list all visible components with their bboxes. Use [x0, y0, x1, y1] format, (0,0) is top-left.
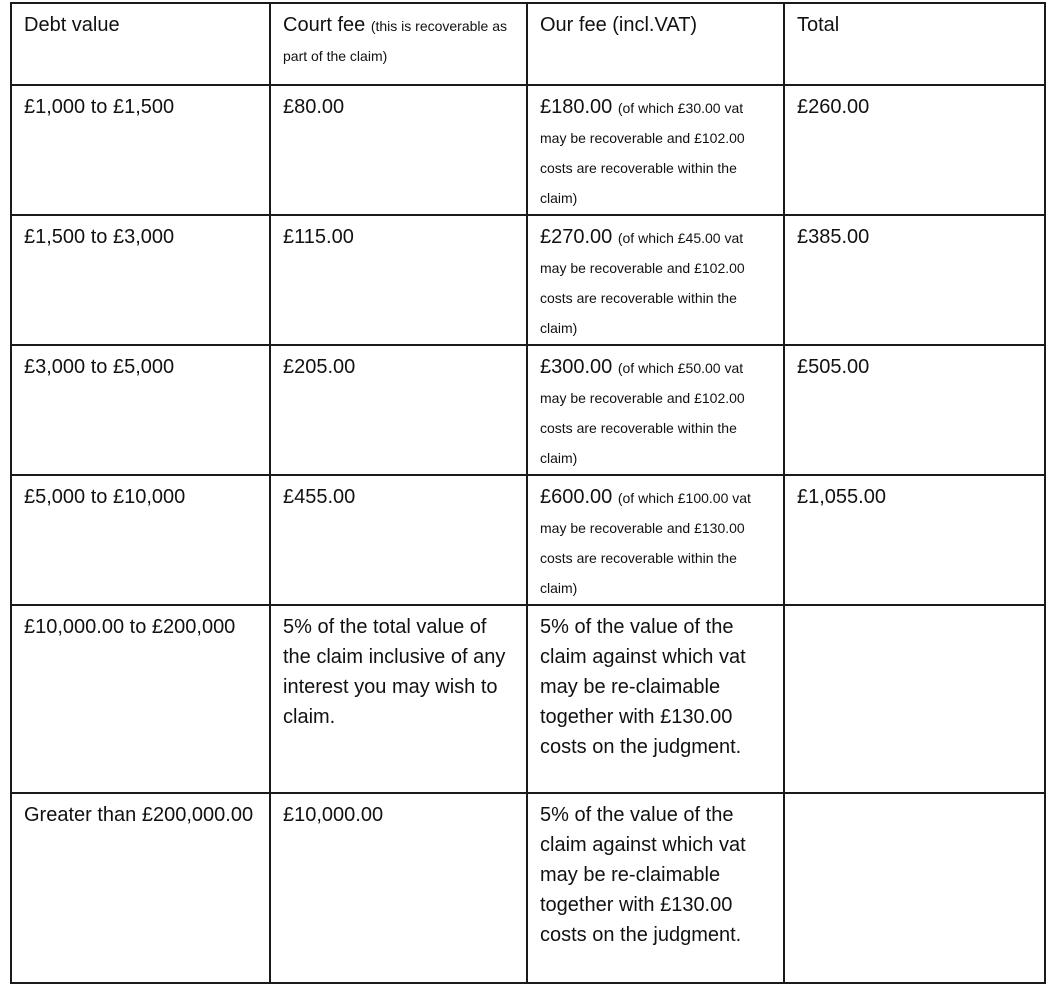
- table-row: [11, 793, 1045, 983]
- our-fee-amount: £270.00: [540, 226, 613, 248]
- court-fee-cell: [270, 85, 527, 215]
- debt-value-cell: [11, 605, 270, 793]
- our-fee-cell: [527, 793, 784, 983]
- our-fee-cell: [527, 215, 784, 345]
- debt-value-cell: [11, 215, 270, 345]
- our-fee-text: 5% of the value of the claim against which vat may be re-claimable together with £130.00 costs on the judgment.: [540, 804, 746, 946]
- total-text: £1,055.00: [797, 486, 886, 508]
- total-text: £505.00: [797, 356, 870, 378]
- debt-value-cell: [11, 475, 270, 605]
- debt-value-cell: [11, 85, 270, 215]
- court-fee-cell: [270, 475, 527, 605]
- header-debt-value: [11, 3, 270, 85]
- header-debt-value-label: Debt value: [24, 14, 120, 36]
- debt-value-text: Greater than £200,000.00: [24, 804, 254, 826]
- total-cell: [784, 215, 1045, 345]
- debt-value-text: £1,000 to £1,500: [24, 96, 175, 118]
- debt-value-cell: [11, 793, 270, 983]
- debt-value-text: £5,000 to £10,000: [24, 486, 186, 508]
- table-row: [11, 345, 1045, 475]
- court-fee-text: £80.00: [283, 96, 345, 118]
- court-fee-text: £10,000.00: [283, 804, 384, 826]
- table-row: [11, 85, 1045, 215]
- header-our-fee-label: Our fee (incl.VAT): [540, 14, 698, 36]
- our-fee-note: (of which £100.00 vat may be recoverable and £130.00 costs are recoverable within the claim): [540, 490, 751, 596]
- our-fee-note: (of which £30.00 vat may be recoverable and £102.00 costs are recoverable within the claim): [540, 100, 745, 206]
- our-fee-cell: [527, 345, 784, 475]
- total-text: £260.00: [797, 96, 870, 118]
- debt-value-cell: [11, 345, 270, 475]
- court-fee-text: £115.00: [283, 226, 354, 248]
- table-row: [11, 215, 1045, 345]
- our-fee-cell: [527, 605, 784, 793]
- total-cell: [784, 605, 1045, 793]
- total-cell: [784, 475, 1045, 605]
- our-fee-cell: [527, 475, 784, 605]
- header-total-label: Total: [797, 14, 840, 36]
- header-our-fee: [527, 3, 784, 85]
- header-court-fee: [270, 3, 527, 85]
- our-fee-note: (of which £50.00 vat may be recoverable and £102.00 costs are recoverable within the claim): [540, 360, 745, 466]
- header-court-fee-label: Court fee: [283, 14, 366, 36]
- court-fee-cell: [270, 793, 527, 983]
- total-cell: [784, 793, 1045, 983]
- court-fee-text: £205.00: [283, 356, 356, 378]
- fees-table: [10, 2, 1046, 984]
- debt-value-text: £10,000.00 to £200,000: [24, 616, 236, 638]
- court-fee-text: 5% of the total value of the claim inclusive of any interest you may wish to claim.: [283, 616, 506, 728]
- header-row: [11, 3, 1045, 85]
- debt-value-text: £1,500 to £3,000: [24, 226, 175, 248]
- header-court-fee-note: (this is recoverable as part of the claim): [283, 18, 507, 64]
- our-fee-amount: £600.00: [540, 486, 613, 508]
- total-text: £385.00: [797, 226, 870, 248]
- our-fee-note: (of which £45.00 vat may be recoverable and £102.00 costs are recoverable within the claim): [540, 230, 745, 336]
- our-fee-amount: £300.00: [540, 356, 613, 378]
- table-row: [11, 605, 1045, 793]
- our-fee-cell: [527, 85, 784, 215]
- court-fee-cell: [270, 215, 527, 345]
- our-fee-text: 5% of the value of the claim against which vat may be re-claimable together with £130.00 costs on the judgment.: [540, 616, 746, 758]
- total-cell: [784, 85, 1045, 215]
- debt-value-text: £3,000 to £5,000: [24, 356, 175, 378]
- header-total: [784, 3, 1045, 85]
- total-cell: [784, 345, 1045, 475]
- court-fee-cell: [270, 605, 527, 793]
- table-row: [11, 475, 1045, 605]
- court-fee-text: £455.00: [283, 486, 356, 508]
- court-fee-cell: [270, 345, 527, 475]
- our-fee-amount: £180.00: [540, 96, 613, 118]
